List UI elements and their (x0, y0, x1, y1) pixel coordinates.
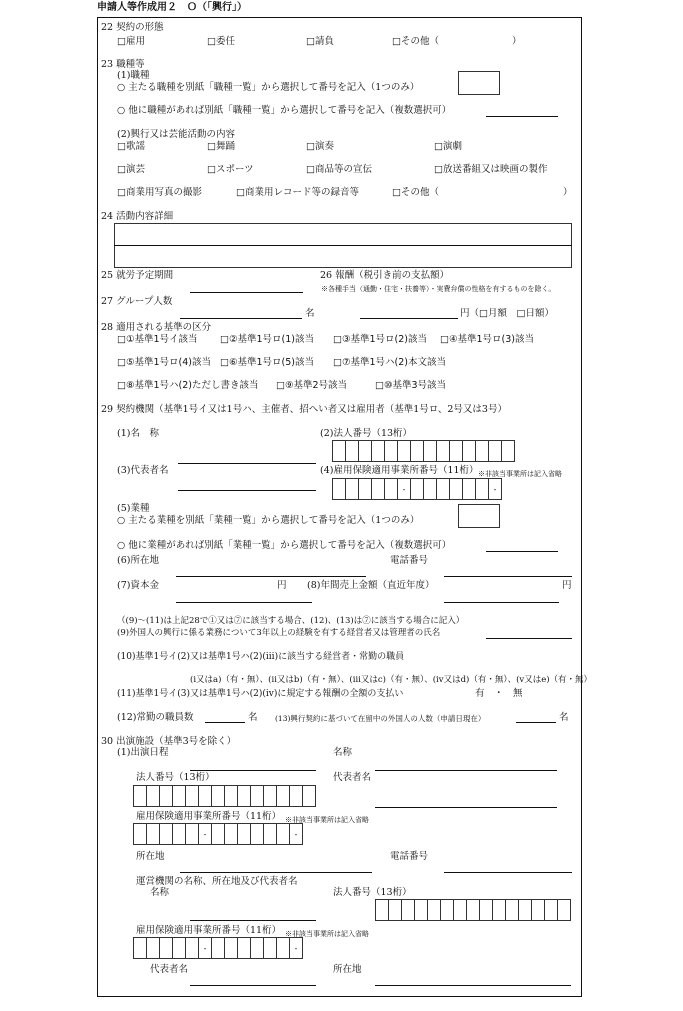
occupation-other-text: ○ 他に職種があれば別紙「職種一覧」から選択して番号を記入（複数選択可） (117, 105, 452, 116)
digit-separator: - (290, 824, 303, 844)
q12-unit: 名 (248, 712, 258, 723)
standard-10[interactable]: □⑩基準3号該当 (375, 380, 447, 391)
industry-main-text: ○ 主たる業種を別紙「業種一覧」から選択して番号を記入（1つのみ） (117, 515, 420, 526)
digit-cell[interactable] (372, 479, 385, 499)
checkbox-broadcast[interactable]: □放送番組又は映画の製作 (434, 164, 548, 175)
section-28-label: 28 適用される基準の区分 (101, 322, 212, 333)
section-29-label: 29 契約機関（基準1号イ又は1号ハ、主催者、招へい者又は雇用者（基準1号ロ、2号又は3号） (101, 404, 507, 415)
corp-number-cells[interactable] (332, 440, 515, 462)
checkbox-drama[interactable]: □演劇 (434, 141, 462, 152)
digit-cell[interactable] (238, 786, 251, 806)
venue-rep-label: 代表者名 (333, 772, 372, 783)
section-25-label: 25 就労予定期間 (101, 270, 174, 281)
digit-cell[interactable] (277, 786, 290, 806)
venue-corp-label: 法人番号（13桁） (136, 772, 215, 783)
digit-cell[interactable] (225, 938, 238, 958)
digit-cell[interactable] (251, 938, 264, 958)
standard-4[interactable]: □④基準1号ロ(3)該当 (440, 334, 534, 345)
tel-label: 電話番号 (390, 555, 429, 566)
standard-2[interactable]: □②基準1号ロ(1)該当 (220, 334, 314, 345)
checkbox-engei[interactable]: □演芸 (117, 164, 145, 175)
digit-cell[interactable] (147, 786, 160, 806)
digit-cell[interactable] (532, 900, 545, 920)
digit-cell[interactable] (502, 441, 515, 461)
digit-separator: - (398, 479, 411, 499)
digit-cell[interactable] (147, 824, 160, 844)
checkbox-performance[interactable]: □演奏 (306, 141, 334, 152)
contract-org-name-label: (1)名 称 (117, 428, 159, 439)
digit-cell[interactable] (333, 479, 346, 499)
digit-cell[interactable] (359, 441, 372, 461)
venue-tel-input[interactable] (444, 872, 572, 873)
q9-label: (9)外国人の興行に係る業務について3年以上の経験を有する経営者又は管理者の氏名 (117, 628, 441, 638)
digit-cell[interactable] (303, 786, 316, 806)
contract-org-name-input[interactable] (178, 463, 316, 464)
form-title: 申請人等作成用２ Ｏ（「興行」） (97, 2, 247, 13)
section-23-label: 23 職種等 (101, 59, 145, 70)
checkbox-other[interactable]: □その他（ (392, 36, 439, 47)
digit-cell[interactable] (225, 824, 238, 844)
sales-input[interactable] (444, 602, 559, 603)
digit-cell[interactable] (450, 479, 463, 499)
capital-unit: 円 (277, 580, 287, 591)
ins-number-cells[interactable] (332, 478, 502, 500)
contract-org-rep-input[interactable] (178, 490, 316, 491)
digit-cell[interactable] (264, 786, 277, 806)
sales-unit: 円 (562, 580, 572, 591)
digit-cell[interactable] (428, 900, 441, 920)
digit-cell[interactable] (173, 786, 186, 806)
q10-options[interactable]: (ⅰ又はa)（有・無）、(ⅱ又はb)（有・無）、(ⅲ又はc)（有・無）、(ⅳ又はd)（有・無）、(ⅴ又はe)（有・無） (190, 675, 593, 685)
contract-org-corp-label: (2)法人番号（13桁） (320, 428, 413, 439)
industry-other-input[interactable] (486, 551, 558, 552)
digit-cell[interactable] (264, 938, 277, 958)
address-label: (6)所在地 (117, 555, 159, 566)
checkbox-kayou[interactable]: □歌謡 (117, 141, 145, 152)
digit-cell[interactable] (402, 900, 415, 920)
digit-cell[interactable] (376, 900, 389, 920)
operator-addr-input[interactable] (375, 985, 571, 986)
contract-org-ins-note: ※非該当事業所は記入省略 (478, 470, 562, 478)
section-24-label: 24 活動内容詳細 (101, 211, 174, 222)
digit-cell[interactable] (424, 479, 437, 499)
capital-input[interactable] (176, 602, 312, 603)
q9-input[interactable] (486, 638, 572, 639)
sales-label: (8)年間売上金額（直近年度） (307, 580, 435, 591)
digit-cell[interactable] (398, 441, 411, 461)
digit-cell[interactable] (212, 824, 225, 844)
occupation-main-input[interactable] (458, 71, 500, 95)
digit-cell[interactable] (489, 441, 502, 461)
venue-addr-input[interactable] (180, 872, 372, 873)
q13-label: (13)興行契約に基づいて在留中の外国人の人数（申請日現在） (275, 714, 486, 723)
digit-cell[interactable] (411, 441, 424, 461)
digit-cell[interactable] (467, 900, 480, 920)
q12-input[interactable] (205, 722, 245, 723)
digit-cell[interactable] (385, 479, 398, 499)
venue-ins-note: ※非該当事業所は記入省略 (285, 816, 369, 824)
digit-cell[interactable] (476, 441, 489, 461)
section-30-label: 30 出演施設（基準3号を除く） (101, 736, 237, 747)
digit-cell[interactable] (415, 900, 428, 920)
digit-cell[interactable] (173, 824, 186, 844)
standard-8[interactable]: □⑧基準1号ハ(2)ただし書き該当 (117, 380, 259, 391)
digit-cell[interactable] (186, 824, 199, 844)
operator-ins-label: 雇用保険適用事業所番号（11桁） (136, 925, 282, 936)
salary-note: ※各種手当（通勤・住宅・扶養等）・実費弁償の性格を有するものを除く。 (321, 285, 556, 293)
checkbox-contract[interactable]: □請負 (306, 36, 334, 47)
digit-cell[interactable] (134, 938, 147, 958)
digit-cell[interactable] (277, 824, 290, 844)
standard-3[interactable]: □③基準1号ロ(2)該当 (333, 334, 427, 345)
activity-sub2: (2)興行又は芸能活動の内容 (117, 129, 235, 140)
venue-name-label: 名称 (333, 747, 353, 758)
operator-addr-label: 所在地 (333, 964, 362, 975)
digit-cell[interactable] (372, 441, 385, 461)
standard-6[interactable]: □⑥基準1号ロ(5)該当 (220, 357, 314, 368)
digit-cell[interactable] (264, 824, 277, 844)
digit-separator: - (290, 938, 303, 958)
occupation-main-text: ○ 主たる職種を別紙「職種一覧」から選択して番号を記入（1つのみ） (117, 82, 420, 93)
venue-addr-label: 所在地 (136, 851, 165, 862)
group-size-input[interactable] (180, 318, 302, 319)
venue-rep-input[interactable] (375, 807, 557, 808)
standard-1[interactable]: □①基準1号イ該当 (117, 334, 198, 345)
digit-cell[interactable] (480, 900, 493, 920)
venue-corp-cells[interactable] (133, 785, 316, 807)
operator-label: 運営機関の名称、所在地及び代表者名 (136, 876, 298, 887)
digit-cell[interactable] (359, 479, 372, 499)
digit-cell[interactable] (238, 938, 251, 958)
digit-separator: - (489, 479, 502, 499)
venue-date-label: (1)出演日程 (117, 747, 169, 758)
operator-ins-cells[interactable] (133, 937, 303, 959)
occupation-other-input[interactable] (486, 116, 558, 117)
section-26-label: 26 報酬（税引き前の支払額） (320, 270, 450, 281)
checkbox-employment[interactable]: □雇用 (117, 36, 145, 47)
digit-cell[interactable] (134, 786, 147, 806)
other-close-paren: ） (512, 36, 522, 47)
digit-cell[interactable] (173, 938, 186, 958)
q10-label: (10)基準1号イ(2)又は基準1号ハ(2)(ⅲ)に該当する経営者・常勤の職員 (117, 652, 405, 662)
checkbox-advert[interactable]: □商品等の宣伝 (306, 164, 372, 175)
digit-cell[interactable] (558, 900, 571, 920)
digit-cell[interactable] (199, 786, 212, 806)
venue-ins-label: 雇用保険適用事業所番号（11桁） (136, 811, 282, 822)
digit-cell[interactable] (290, 786, 303, 806)
digit-cell[interactable] (251, 824, 264, 844)
standard-9[interactable]: □⑨基準2号該当 (276, 380, 348, 391)
operator-name-input[interactable] (190, 920, 316, 921)
contract-org-rep-label: (3)代表者名 (117, 465, 169, 476)
digit-cell[interactable] (463, 441, 476, 461)
activity-other-close: ） (563, 187, 573, 198)
group-size-unit: 名 (305, 308, 315, 319)
note-9-13: （(9)～(11)は上記28で①又は⑦に該当する場合、(12)、(13)は⑦に該当する場合に記入） (117, 616, 465, 626)
digit-cell[interactable] (160, 786, 173, 806)
address-input[interactable] (176, 576, 366, 577)
digit-cell[interactable] (277, 938, 290, 958)
digit-cell[interactable] (251, 786, 264, 806)
q13-unit: 名 (559, 712, 569, 723)
digit-cell[interactable] (238, 824, 251, 844)
digit-cell[interactable] (493, 900, 506, 920)
digit-cell[interactable] (545, 900, 558, 920)
industry-label: (5)業種 (117, 503, 150, 514)
operator-ins-note: ※非該当事業所は記入省略 (285, 930, 369, 938)
digit-cell[interactable] (212, 786, 225, 806)
checkbox-sports[interactable]: □スポーツ (207, 164, 254, 175)
venue-ins-cells[interactable] (133, 823, 303, 845)
digit-cell[interactable] (476, 479, 489, 499)
operator-name-label: 名称 (150, 887, 170, 898)
digit-cell[interactable] (424, 441, 437, 461)
digit-cell[interactable] (212, 938, 225, 958)
checkbox-photo[interactable]: □商業用写真の撮影 (117, 187, 202, 198)
q13-input[interactable] (516, 722, 556, 723)
operator-rep-input[interactable] (190, 985, 316, 986)
standard-7[interactable]: □⑦基準1号ハ(2)本文該当 (333, 357, 446, 368)
salary-input[interactable] (360, 318, 458, 319)
venue-name-input[interactable] (375, 770, 557, 771)
checkbox-mandate[interactable]: □委任 (207, 36, 235, 47)
checkbox-record[interactable]: □商業用レコード等の録音等 (236, 187, 359, 198)
capital-label: (7)資本金 (117, 580, 159, 591)
q12-label: (12)常勤の職員数 (117, 712, 194, 723)
section-22-label: 22 契約の形態 (101, 22, 164, 33)
occupation-sub1: (1)職種 (117, 70, 150, 81)
digit-cell[interactable] (389, 900, 402, 920)
digit-cell[interactable] (441, 900, 454, 920)
q11-label: (11)基準1号イ(3)又は基準1号ハ(2)(ⅳ)に規定する報酬の全額の支払い (117, 689, 404, 699)
digit-cell[interactable] (160, 938, 173, 958)
q11-options[interactable]: 有 ・ 無 (475, 688, 523, 699)
work-period-input[interactable] (190, 292, 303, 293)
salary-unit: 円（□月額 □日額） (460, 308, 554, 319)
checkbox-activity-other[interactable]: □その他（ (392, 187, 439, 198)
operator-rep-label: 代表者名 (150, 964, 189, 975)
digit-cell[interactable] (160, 824, 173, 844)
operator-corp-label: 法人番号（13桁） (333, 887, 412, 898)
digit-cell[interactable] (147, 938, 160, 958)
digit-cell[interactable] (454, 900, 467, 920)
digit-cell[interactable] (437, 441, 450, 461)
digit-cell[interactable] (411, 479, 424, 499)
digit-cell[interactable] (519, 900, 532, 920)
checkbox-dance[interactable]: □舞踊 (207, 141, 235, 152)
digit-cell[interactable] (186, 938, 199, 958)
digit-cell[interactable] (346, 441, 359, 461)
digit-separator: - (199, 938, 212, 958)
digit-cell[interactable] (385, 441, 398, 461)
digit-cell[interactable] (463, 479, 476, 499)
digit-cell[interactable] (186, 786, 199, 806)
digit-separator: - (199, 824, 212, 844)
standard-5[interactable]: □⑤基準1号ロ(4)該当 (117, 357, 211, 368)
tel-input[interactable] (444, 576, 572, 577)
digit-cell[interactable] (225, 786, 238, 806)
digit-cell[interactable] (437, 479, 450, 499)
digit-cell[interactable] (450, 441, 463, 461)
contract-org-ins-label: (4)雇用保険適用事業所番号（11桁） (320, 465, 479, 476)
industry-main-input[interactable] (458, 504, 500, 528)
digit-cell[interactable] (134, 824, 147, 844)
venue-tel-label: 電話番号 (390, 851, 429, 862)
digit-cell[interactable] (506, 900, 519, 920)
industry-other-text: ○ 他に業種があれば別紙「業種一覧」から選択して番号を記入（複数選択可） (117, 540, 452, 551)
venue-date-input[interactable] (190, 770, 316, 771)
activity-detail-divider (114, 245, 572, 246)
digit-cell[interactable] (333, 441, 346, 461)
operator-corp-cells[interactable] (375, 899, 571, 921)
section-27-label: 27 グループ人数 (101, 296, 173, 307)
digit-cell[interactable] (346, 479, 359, 499)
